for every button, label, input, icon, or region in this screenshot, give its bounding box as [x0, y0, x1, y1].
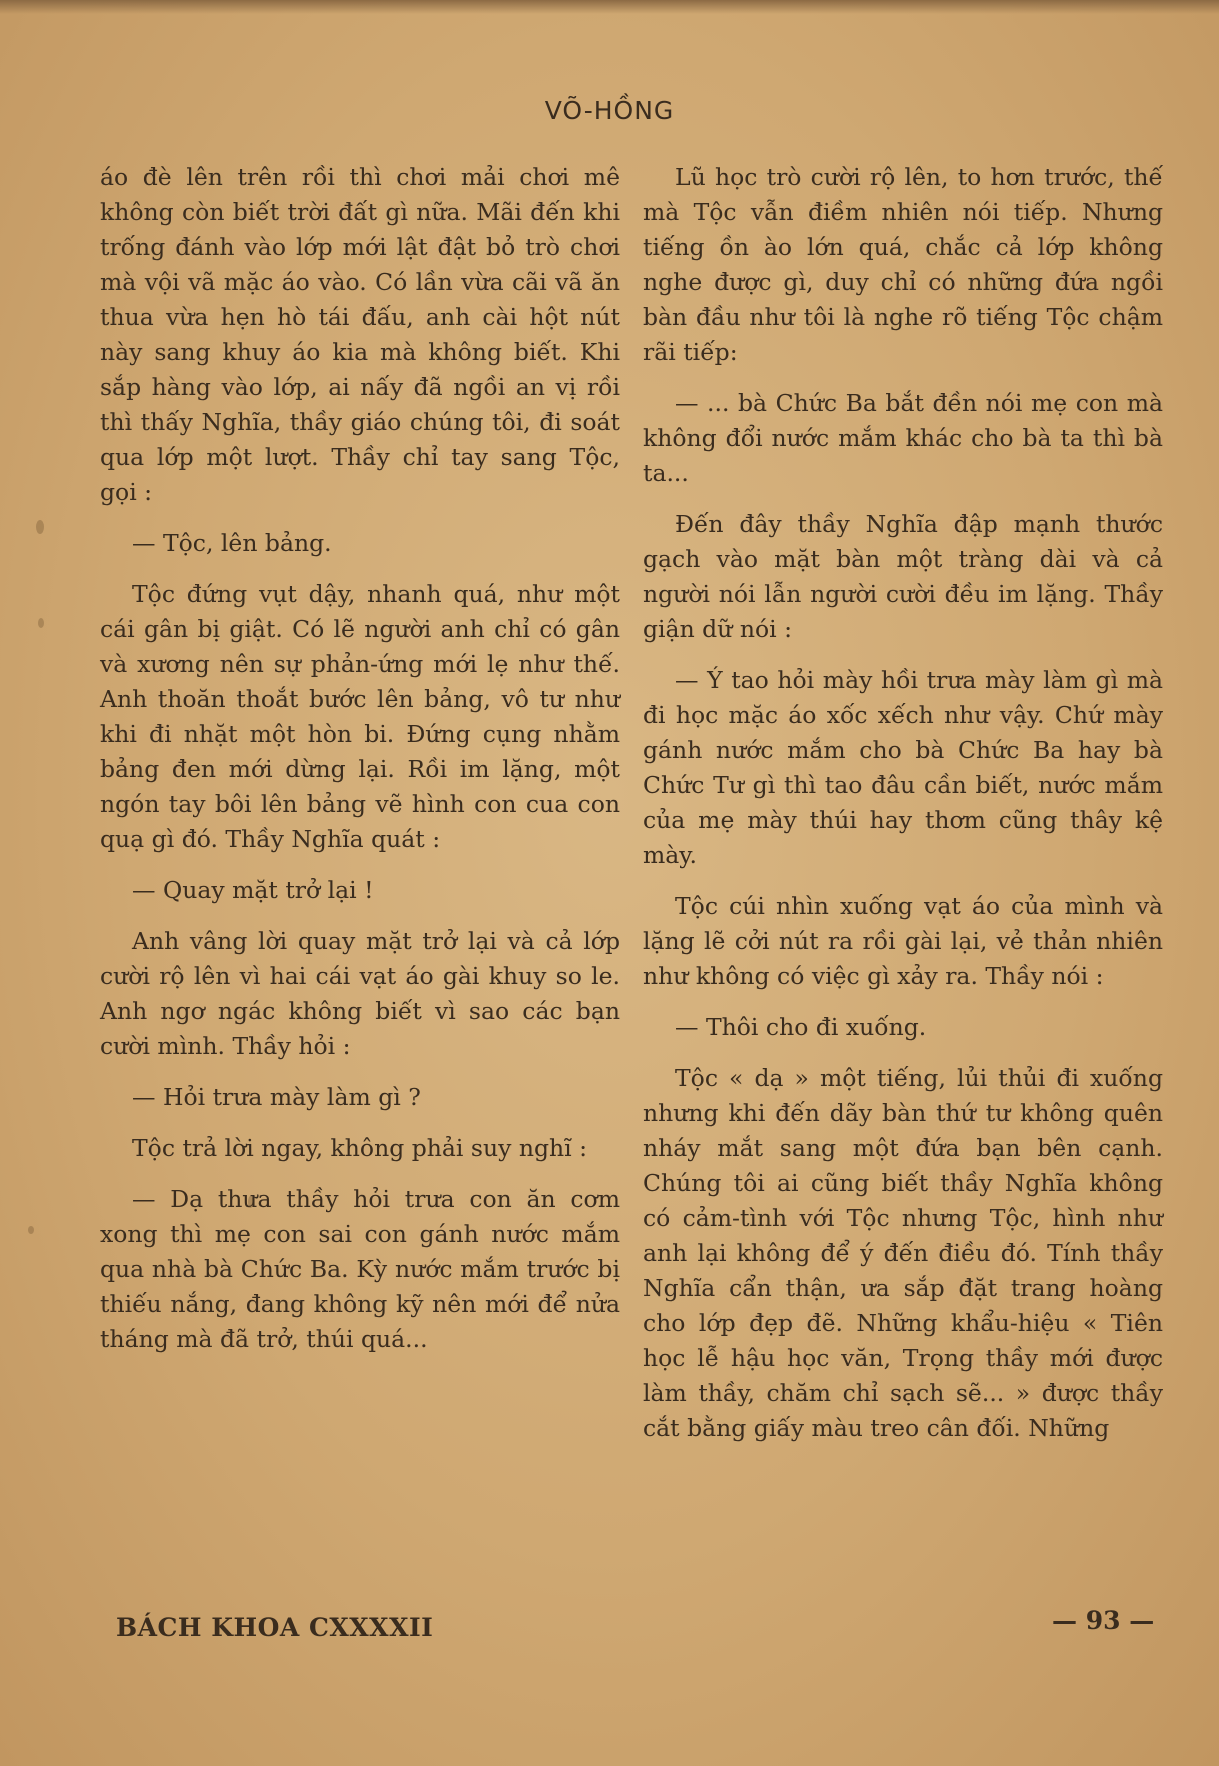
dialogue-line: — Ý tao hỏi mày hồi trưa mày làm gì mà đi học mặc áo xốc xếch như vậy. Chứ mày gánh nước mắm cho bà Chức Ba hay bà Chức Tư gì thì tao đâu cần biết, nước mắm của mẹ mày thúi hay thơm cũng thây kệ mày.: [643, 666, 1163, 869]
ink-spot: [36, 520, 44, 534]
running-head-author: VÕ-HỒNG: [544, 96, 675, 125]
paragraph: Tộc đứng vụt dậy, nhanh quá, như một cái gân bị giật. Có lẽ người anh chỉ có gân và xương nên sự phản-ứng mới lẹ như thế. Anh thoăn thoắt bước lên bảng, vô tư như khi đi nhặt một hòn bi. Đứng cụng nhằm bảng đen mới dừng lại. Rồi im lặng, một ngón tay bôi lên bảng vẽ hình con cua con quạ gì đó. Thầy Nghĩa quát :: [100, 580, 620, 853]
dialogue-line: — Tộc, lên bảng.: [132, 529, 332, 557]
publication-footer: BÁCH KHOA CXXXXII: [116, 1613, 434, 1642]
paragraph: Tộc cúi nhìn xuống vạt áo của mình và lặng lẽ cởi nút ra rồi gài lại, vẻ thản nhiên như không có việc gì xảy ra. Thầy nói :: [643, 892, 1163, 990]
paragraph: Tộc « dạ » một tiếng, lủi thủi đi xuống nhưng khi đến dãy bàn thứ tư không quên nháy mắt sang một đứa bạn bên cạnh. Chúng tôi ai cũng biết thầy Nghĩa không có cảm-tình với Tộc nhưng Tộc, hình như anh lại không để ý đến điều đó. Tính thầy Nghĩa cẩn thận, ưa sắp đặt trang hoàng cho lớp đẹp đẽ. Những khẩu-hiệu « Tiên học lễ hậu học văn, Trọng thầy mới được làm thầy, chăm chỉ sạch sẽ... » được thầy cắt bằng giấy màu treo cân đối. Những: [643, 1064, 1163, 1442]
paragraph: Tộc trả lời ngay, không phải suy nghĩ :: [132, 1134, 588, 1162]
paragraph: Đến đây thầy Nghĩa đập mạnh thước gạch vào mặt bàn một tràng dài và cả người nói lẫn người cười đều im lặng. Thầy giận dữ nói :: [643, 510, 1163, 643]
left-text-column: [100, 160, 620, 1373]
paragraph: Anh vâng lời quay mặt trở lại và cả lớp cười rộ lên vì hai cái vạt áo gài khuy so le. Anh ngơ ngác không biết vì sao các bạn cười mình. Thầy hỏi :: [100, 927, 620, 1060]
page-number: — 93 —: [1052, 1606, 1155, 1635]
right-text-column: [643, 160, 1163, 1462]
dialogue-line: — Thôi cho đi xuống.: [675, 1013, 927, 1041]
ink-spot: [248, 1196, 253, 1208]
dialogue-line: — Hỏi trưa mày làm gì ?: [132, 1083, 421, 1111]
ink-spot: [38, 618, 44, 628]
ink-spot: [28, 1226, 34, 1234]
paragraph: áo đè lên trên rồi thì chơi mải chơi mê không còn biết trời đất gì nữa. Mãi đến khi trống đánh vào lớp mới lật đật bỏ trò chơi mà vội vã mặc áo vào. Có lần vừa cãi vã ăn thua vừa hẹn hò tái đấu, anh cài hột nút này sang khuy áo kia mà không biết. Khi sắp hàng vào lớp, ai nấy đã ngồi an vị rồi thì thấy Nghĩa, thầy giáo chúng tôi, đi soát qua lớp một lượt. Thầy chỉ tay sang Tộc, gọi :: [100, 163, 620, 506]
dialogue-line: — ... bà Chức Ba bắt đền nói mẹ con mà không đổi nước mắm khác cho bà ta thì bà ta...: [643, 389, 1163, 487]
paragraph: Lũ học trò cười rộ lên, to hơn trước, thế mà Tộc vẫn điềm nhiên nói tiếp. Nhưng tiếng ồn ào lớn quá, chắc cả lớp không nghe được gì, duy chỉ có những đứa ngồi bàn đầu như tôi là nghe rõ tiếng Tộc chậm rãi tiếp:: [643, 163, 1163, 366]
dialogue-line: — Dạ thưa thầy hỏi trưa con ăn cơm xong thì mẹ con sai con gánh nước mắm qua nhà bà Chức Ba. Kỳ nước mắm trước bị thiếu nắng, đang không kỹ nên mới để nửa tháng mà đã trở, thúi quá...: [100, 1185, 620, 1353]
dialogue-line: — Quay mặt trở lại !: [132, 876, 374, 904]
page-top-edge: [0, 0, 1219, 14]
